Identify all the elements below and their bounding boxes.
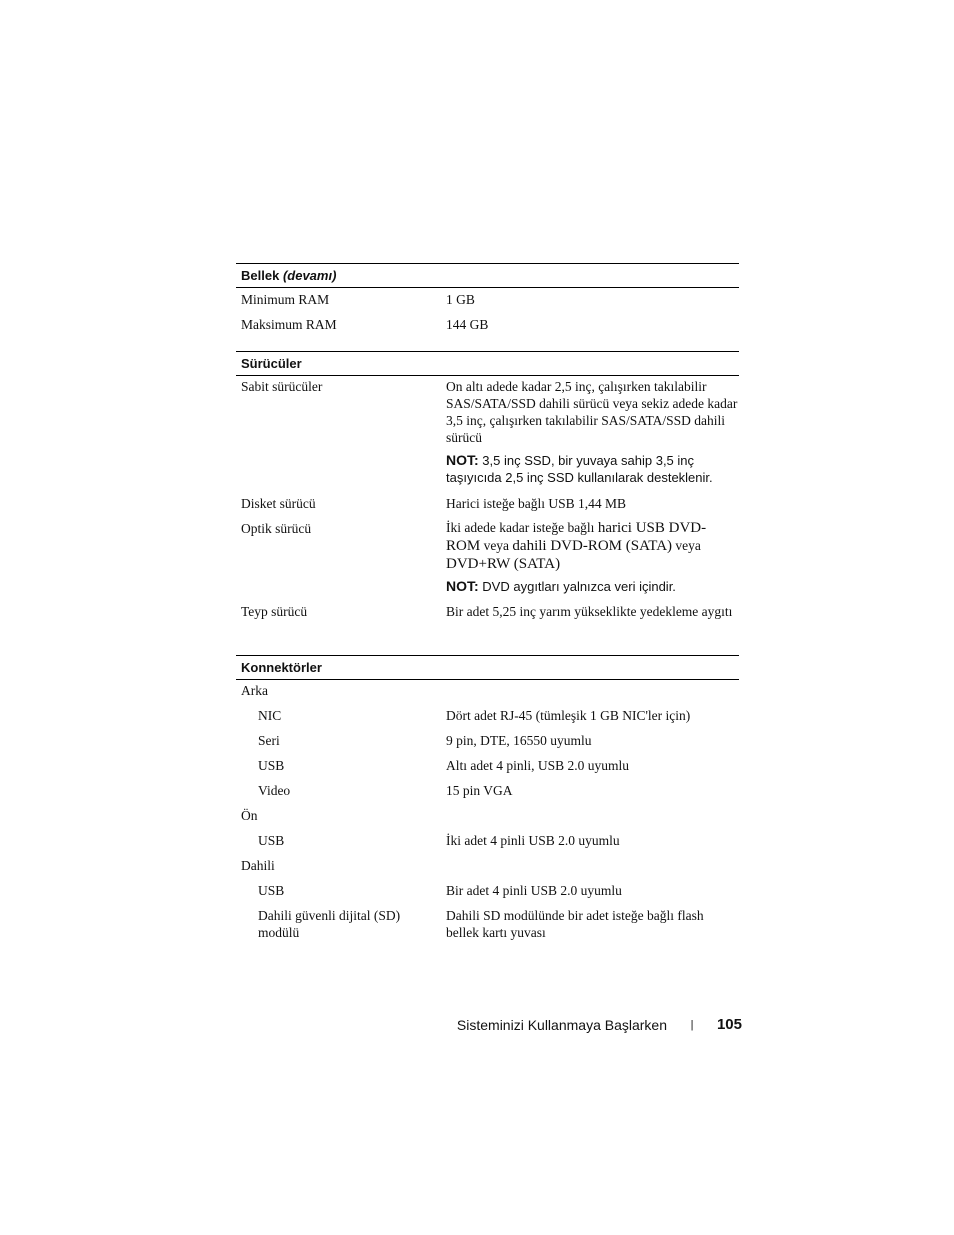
page-number: 105	[716, 1016, 742, 1033]
section-title: Konnektörler	[241, 660, 322, 675]
section-title: Sürücüler	[241, 356, 302, 371]
spec-value: İki adet 4 pinli USB 2.0 uyumlu	[446, 833, 620, 848]
spec-label: Teyp sürücü	[241, 604, 308, 619]
value-part: veya	[483, 538, 510, 553]
spec-label: NIC	[258, 708, 282, 723]
note-label: NOT:	[446, 578, 479, 594]
spec-value: Bir adet 4 pinli USB 2.0 uyumlu	[446, 883, 622, 898]
spec-value: On altı adede kadar 2,5 inç, çalışırken takılabilir SAS/SATA/SSD dahili sürücü veya sekiz adede kadar 3,5 inç, çalışırken takılabilir SAS/SATA/SSD dahili sürücü	[446, 379, 738, 445]
section-header-suruculer	[236, 351, 739, 376]
spec-value: Bir adet 5,25 inç yarım yükseklikte yedekleme aygıtı	[446, 604, 733, 619]
spec-label: Video	[258, 783, 291, 798]
note-label: NOT:	[446, 452, 479, 468]
note	[446, 578, 742, 595]
spec-value: Dahili SD modülünde bir adet isteğe bağlı flash bellek kartı yuvası	[446, 908, 704, 940]
spec-value: 1 GB	[446, 292, 475, 307]
spec-label: Dahili güvenli dijital (SD) modülü	[258, 908, 401, 940]
spec-value: 9 pin, DTE, 16550 uyumlu	[446, 733, 592, 748]
value-part: veya	[675, 538, 701, 553]
spec-label: Optik sürücü	[241, 521, 312, 536]
section-header-bellek	[236, 263, 739, 288]
section-header-konnektorler	[236, 655, 739, 680]
spec-label: Seri	[258, 733, 280, 748]
spec-value: Harici isteğe bağlı USB 1,44 MB	[446, 496, 626, 511]
spec-label: Disket sürücü	[241, 496, 316, 511]
value-part: harici USB DVD-ROM	[446, 520, 707, 554]
spec-label: Minimum RAM	[241, 292, 330, 307]
note-text: DVD aygıtları yalnızca veri içindir.	[482, 579, 676, 594]
spec-value: 144 GB	[446, 317, 489, 332]
spec-label: Maksimum RAM	[241, 317, 337, 332]
spec-label: Sabit sürücüler	[241, 379, 323, 394]
group-label: Ön	[241, 808, 258, 823]
spec-label: USB	[258, 758, 285, 773]
note-text: 3,5 inç SSD, bir yuvaya sahip 3,5 inç taşıyıcıda 2,5 inç SSD kullanılarak desteklenir.	[446, 453, 713, 485]
group-label: Arka	[241, 683, 268, 698]
footer-title: Sisteminizi Kullanmaya Başlarken	[456, 1017, 667, 1033]
section-title-suffix: (devamı)	[282, 268, 337, 283]
note	[446, 452, 742, 486]
spec-value: 15 pin VGA	[446, 783, 513, 798]
group-label: Dahili	[241, 858, 275, 873]
value-part: İki adede kadar isteğe bağlı	[446, 520, 595, 535]
value-part: dahili DVD-ROM (SATA)	[512, 538, 673, 554]
spec-value: Altı adet 4 pinli, USB 2.0 uyumlu	[446, 758, 630, 773]
section-title: Bellek	[241, 268, 280, 283]
footer-separator: |	[690, 1019, 694, 1031]
value-part: DVD+RW (SATA)	[446, 556, 561, 572]
spec-label: USB	[258, 833, 285, 848]
spec-value	[446, 519, 738, 573]
spec-label: USB	[258, 883, 285, 898]
spec-value: Dört adet RJ-45 (tümleşik 1 GB NIC'ler için)	[446, 708, 691, 723]
